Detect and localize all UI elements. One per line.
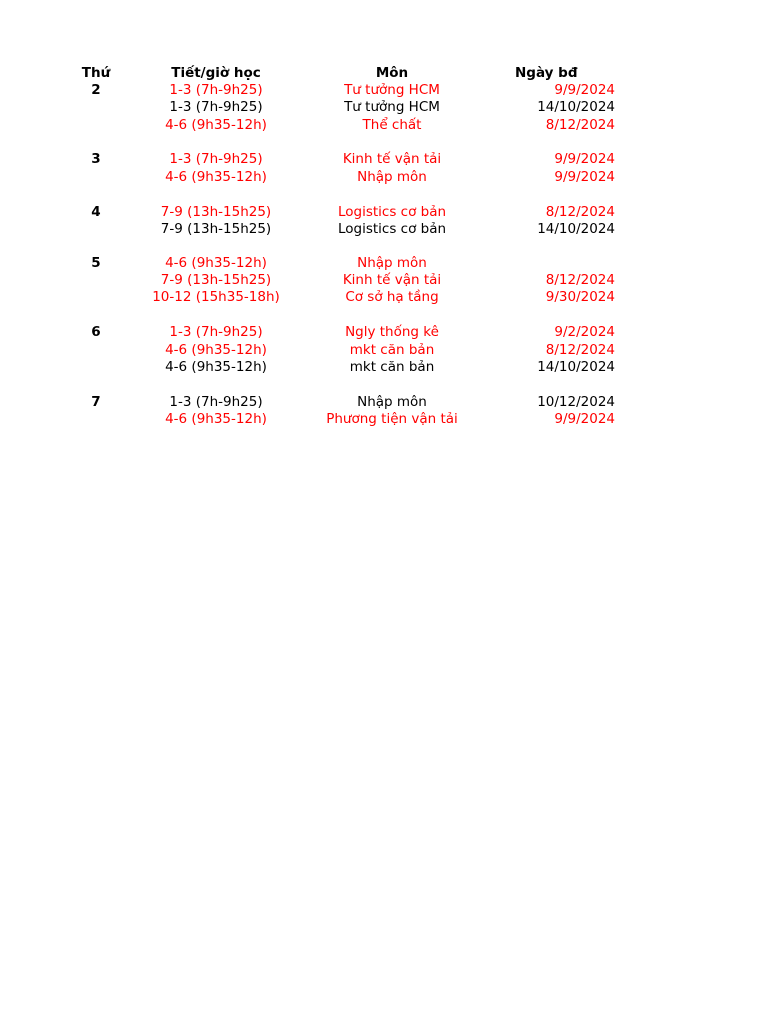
cell-ngay: 8/12/2024	[545, 272, 615, 288]
cell-tiet: 1-3 (7h-9h25)	[169, 82, 263, 98]
cell-mon: Kinh tế vận tải	[342, 272, 442, 288]
table-row	[0, 151, 768, 168]
cell-ngay: 14/10/2024	[537, 221, 615, 237]
cell-thu: 2	[91, 82, 101, 98]
cell-ngay: 10/12/2024	[537, 394, 615, 410]
cell-mon: Nhập môn	[357, 255, 427, 271]
table-row	[0, 255, 768, 272]
cell-mon: Nhập môn	[357, 169, 427, 185]
table-header-row	[0, 65, 768, 82]
table-row	[0, 272, 768, 289]
cell-ngay: 14/10/2024	[537, 359, 615, 375]
header-ngay: Ngày bđ	[515, 65, 578, 81]
cell-mon: Logistics cơ bản	[337, 204, 447, 220]
cell-mon: mkt căn bản	[349, 359, 435, 375]
cell-tiet: 4-6 (9h35-12h)	[165, 359, 267, 375]
table-row	[0, 204, 768, 221]
cell-tiet: 4-6 (9h35-12h)	[165, 342, 267, 358]
cell-ngay: 9/30/2024	[545, 289, 615, 305]
cell-ngay: 9/9/2024	[554, 411, 615, 427]
table-row	[0, 342, 768, 359]
cell-thu: 3	[91, 151, 101, 167]
cell-ngay: 14/10/2024	[537, 99, 615, 115]
cell-mon: Tư tưởng HCM	[344, 82, 440, 98]
cell-ngay: 9/9/2024	[554, 82, 615, 98]
cell-ngay: 9/9/2024	[554, 169, 615, 185]
cell-tiet: 4-6 (9h35-12h)	[165, 255, 267, 271]
cell-mon: Cơ sở hạ tầng	[345, 289, 439, 305]
cell-mon: Phương tiện vận tải	[326, 411, 458, 427]
cell-tiet: 1-3 (7h-9h25)	[169, 151, 263, 167]
table-row	[0, 394, 768, 411]
table-row	[0, 411, 768, 428]
cell-mon: Thể chất	[362, 117, 422, 133]
table-row	[0, 289, 768, 306]
cell-ngay: 8/12/2024	[545, 117, 615, 133]
cell-thu: 7	[91, 394, 101, 410]
table-row	[0, 99, 768, 116]
cell-tiet: 10-12 (15h35-18h)	[152, 289, 280, 305]
cell-ngay: 8/12/2024	[545, 342, 615, 358]
cell-mon: mkt căn bản	[349, 342, 435, 358]
table-row	[0, 169, 768, 186]
cell-ngay: 8/12/2024	[545, 204, 615, 220]
cell-mon: Logistics cơ bản	[337, 221, 447, 237]
cell-tiet: 4-6 (9h35-12h)	[165, 117, 267, 133]
cell-tiet: 1-3 (7h-9h25)	[169, 324, 263, 340]
table-row	[0, 324, 768, 341]
cell-mon: Kinh tế vận tải	[342, 151, 442, 167]
cell-mon: Tư tưởng HCM	[344, 99, 440, 115]
cell-tiet: 4-6 (9h35-12h)	[165, 411, 267, 427]
cell-ngay: 9/9/2024	[554, 151, 615, 167]
table-row	[0, 221, 768, 238]
cell-tiet: 4-6 (9h35-12h)	[165, 169, 267, 185]
cell-thu: 6	[91, 324, 101, 340]
cell-thu: 5	[91, 255, 101, 271]
header-tiet: Tiết/giờ học	[171, 65, 261, 81]
cell-mon: Nhập môn	[357, 394, 427, 410]
cell-ngay: 9/2/2024	[554, 324, 615, 340]
cell-thu: 4	[91, 204, 101, 220]
table-row	[0, 117, 768, 134]
header-mon: Môn	[375, 65, 409, 81]
cell-tiet: 1-3 (7h-9h25)	[169, 394, 263, 410]
table-row	[0, 359, 768, 376]
cell-tiet: 7-9 (13h-15h25)	[160, 204, 272, 220]
cell-tiet: 7-9 (13h-15h25)	[160, 221, 272, 237]
cell-tiet: 1-3 (7h-9h25)	[169, 99, 263, 115]
cell-mon: Ngly thống kê	[345, 324, 439, 340]
table-row	[0, 82, 768, 99]
cell-tiet: 7-9 (13h-15h25)	[160, 272, 272, 288]
header-thu: Thứ	[81, 65, 111, 81]
